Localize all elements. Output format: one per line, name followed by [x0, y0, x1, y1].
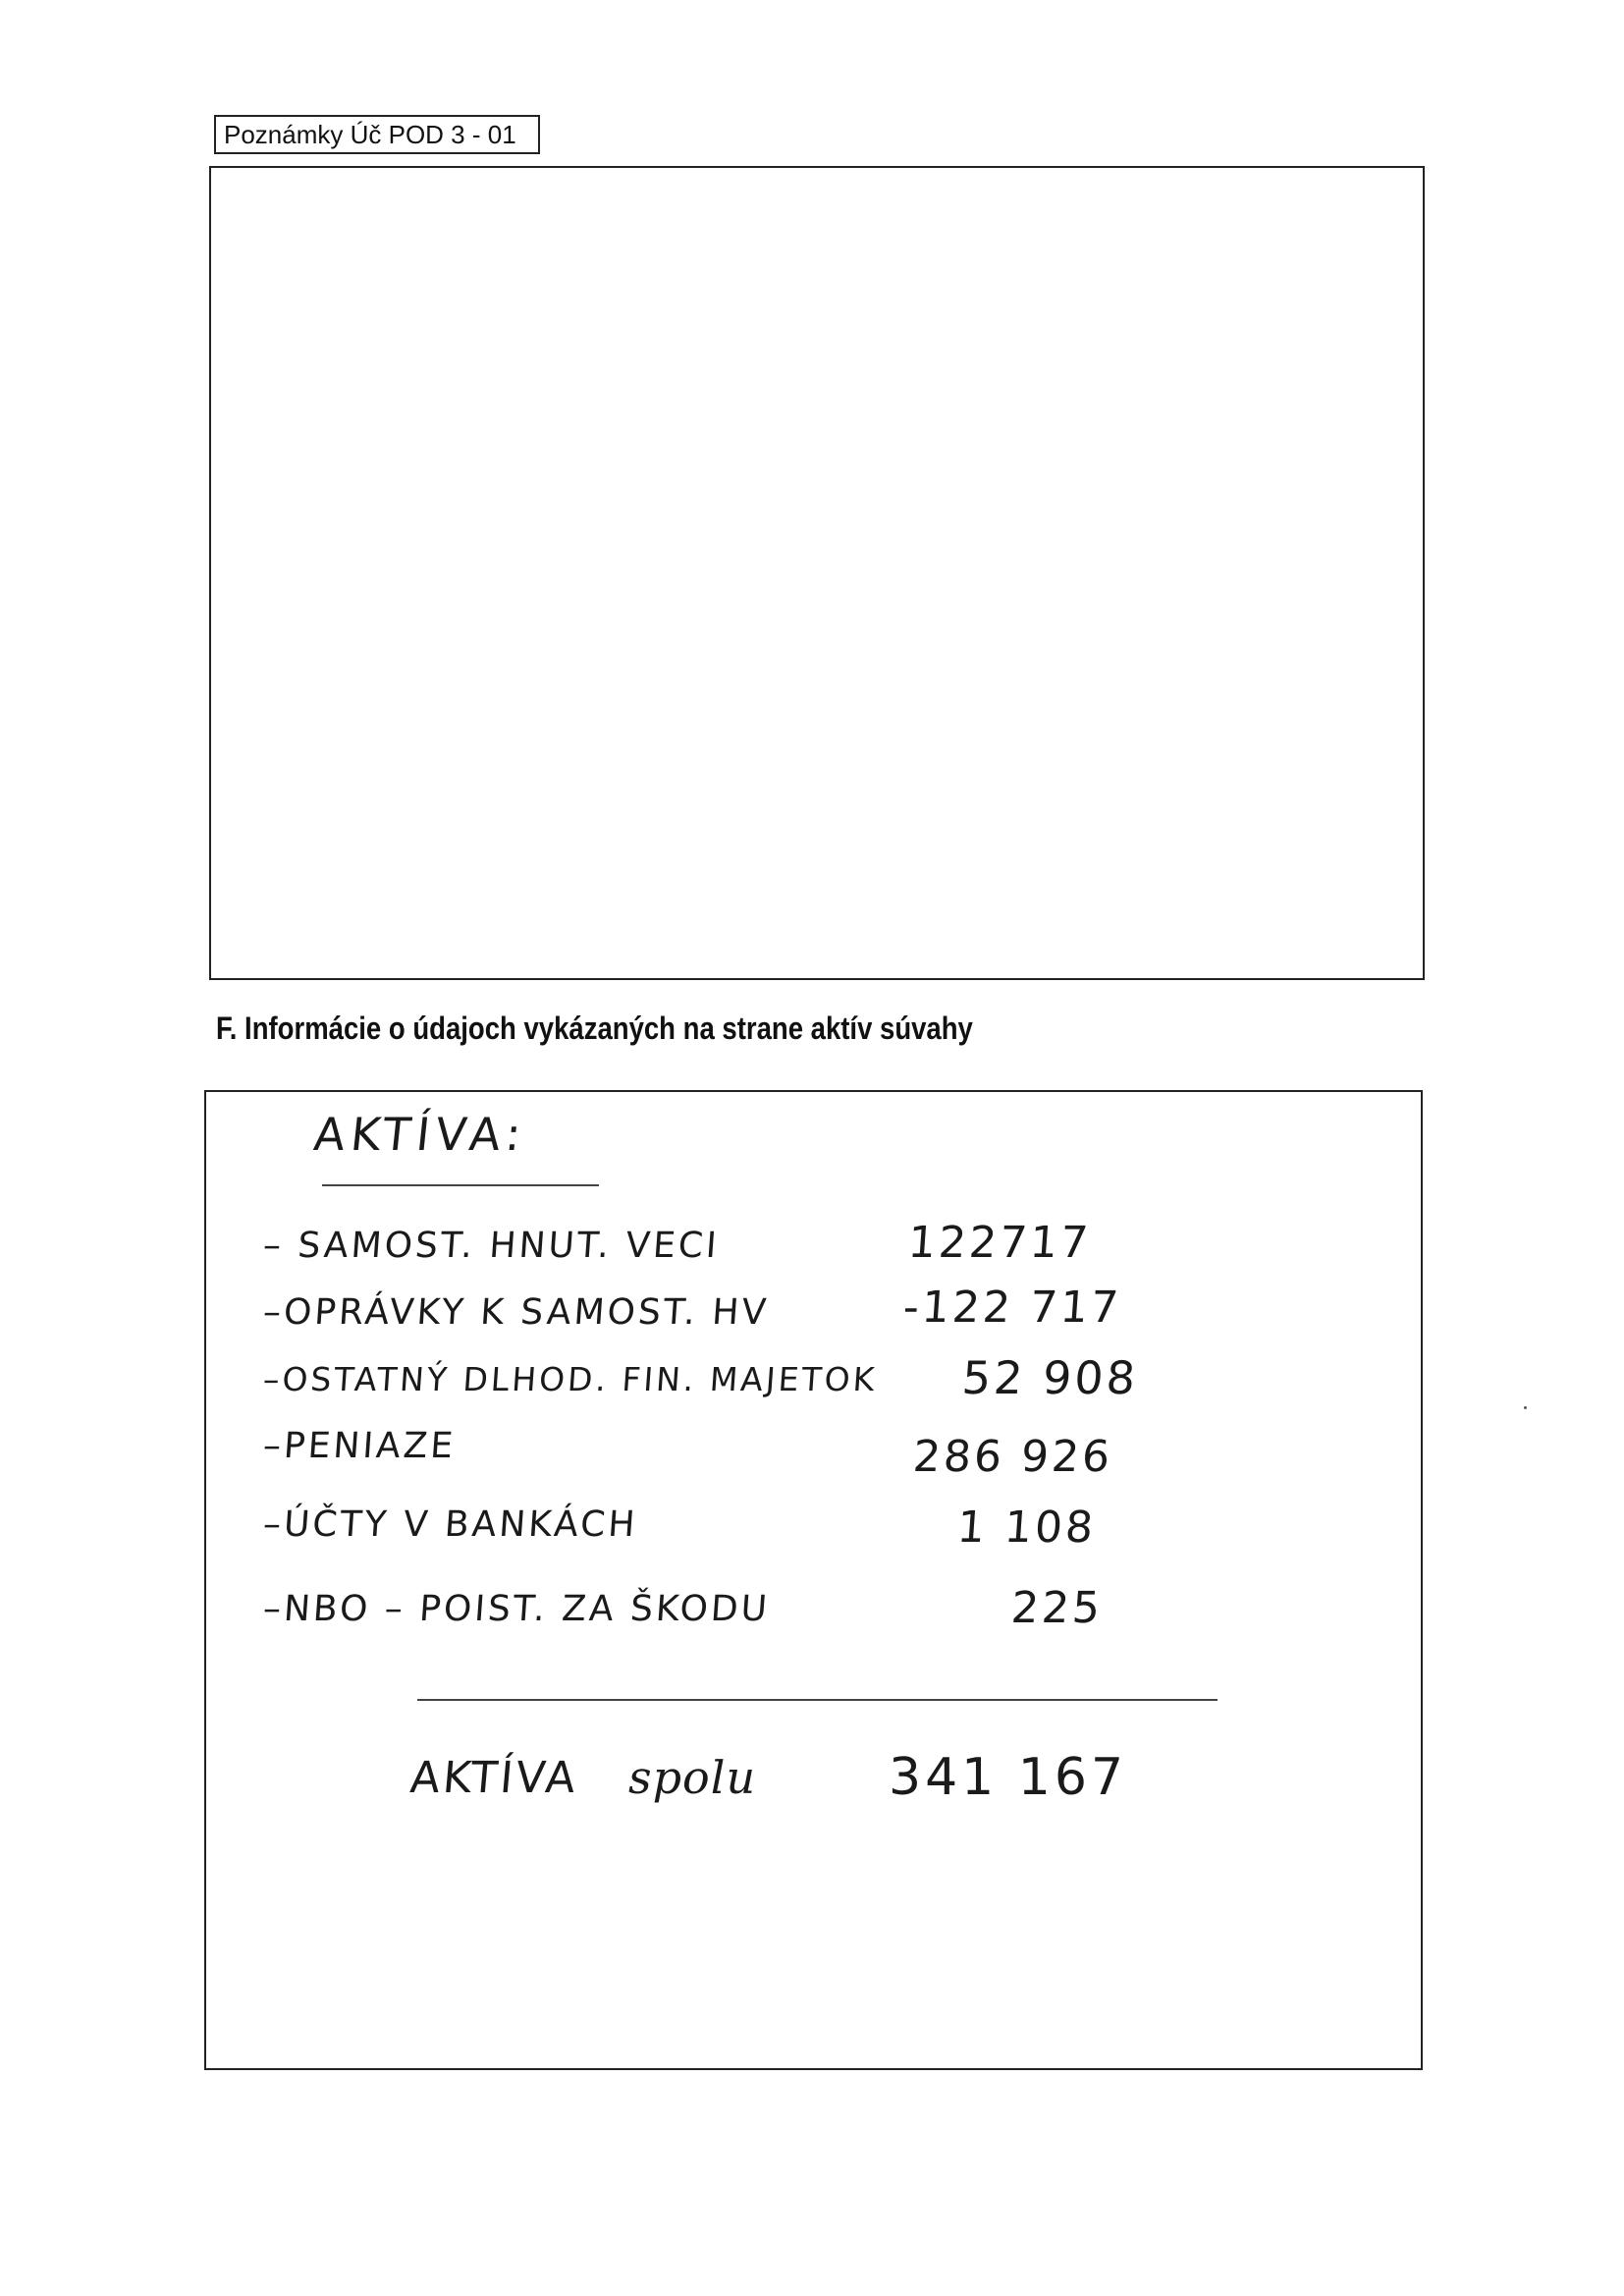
- form-code-label: Poznámky Úč POD 3 - 01: [214, 115, 540, 154]
- asset-item-value: 225: [1009, 1583, 1105, 1633]
- scan-speck: [1524, 1406, 1527, 1409]
- asset-item-value: 52 908: [960, 1351, 1140, 1404]
- asset-item-label: –ÚČTY V BANKÁCH: [261, 1504, 639, 1545]
- asset-item-label: –OPRÁVKY K SAMOST. HV: [261, 1292, 771, 1333]
- assets-total-word: spolu: [628, 1751, 757, 1804]
- asset-item-label: –OSTATNÝ DLHOD. FIN. MAJETOK: [261, 1360, 879, 1398]
- asset-item-value: 1 108: [955, 1503, 1098, 1553]
- total-separator: [417, 1699, 1218, 1701]
- asset-item-value: -122 717: [901, 1283, 1123, 1333]
- asset-item-label: –PENIAZE: [261, 1426, 458, 1466]
- asset-item-label: –NBO – POIST. ZA ŠKODU: [261, 1589, 772, 1629]
- asset-item-value: 286 926: [911, 1432, 1114, 1482]
- asset-item-value: 122717: [906, 1218, 1093, 1268]
- title-underline: [322, 1184, 599, 1186]
- assets-total-value: 341 167: [889, 1748, 1128, 1807]
- assets-total-label: AKTÍVA: [407, 1753, 581, 1803]
- notes-box: [209, 166, 1425, 980]
- assets-title: AKTÍVA:: [311, 1108, 530, 1161]
- asset-item-label: – SAMOST. HNUT. VECI: [261, 1226, 721, 1266]
- section-f-heading: F. Informácie o údajoch vykázaných na strane aktív súvahy: [216, 1011, 973, 1046]
